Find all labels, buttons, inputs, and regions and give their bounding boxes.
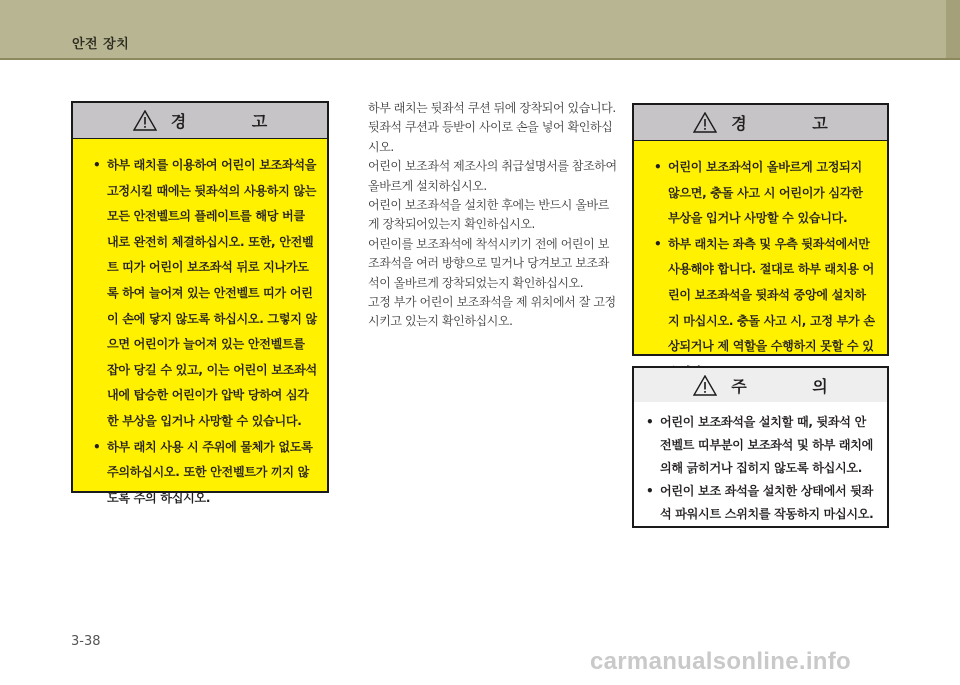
caution-box-header (634, 368, 887, 402)
warning-triangle-icon (133, 110, 157, 131)
warning-item-text: 어린이 보조좌석이 올바르게 고정되지 않으면, 충돌 사고 시 어린이가 심각한 부상을 입거나 사망할 수 있습니다. (668, 160, 863, 226)
caution-item-text: 어린이 보조좌석을 설치할 때, 뒷좌석 안전벨트 띠부분이 보조좌석 및 하부 래치에 의해 긁히거나 집히지 않도록 하십시오. (660, 415, 874, 475)
header-divider (0, 58, 960, 60)
page-number: 3-38 (71, 634, 101, 649)
body-text (368, 99, 618, 332)
list-item: • 어린이 보조 좌석을 설치한 상태에서 뒷좌석 파워시트 스위치를 작동하지 마십시오. (646, 484, 874, 521)
warning-box-left (71, 101, 329, 505)
warning-list (73, 139, 327, 511)
warning-list (634, 141, 887, 385)
list-item: • 하부 래치는 좌측 및 우측 뒷좌석에서만 사용해야 합니다. 절대로 하부 래치용 어린이 보조좌석을 뒷좌석 중앙에 설치하지 마십시오. 충돌 사고 시, 고정 부가 손상되거나 제 역할을 수행하지 못할 수 있 (654, 232, 877, 386)
section-title: 안전 장치 (72, 37, 130, 52)
body-paragraph: 어린이 보조좌석 제조사의 취급설명서를 참조하여 올바르게 설치하십시오. (368, 159, 617, 193)
list-item: • 하부 래치를 이용하여 어린이 보조좌석을 고정시킬 때에는 뒷좌석의 사용하지 않는 모든 안전벨트의 플레이트를 해당 버클 내로 완전히 체결하십시오. 또한, 안전벨트 띠가 어린이 보조좌석 뒤로 지나가도록 하여 늘어져 있는 안전벨트 띠가 어린이 손에 닿지 않도록 하십시오. 그렇지 않으면 어린이가 늘어져 있는 안전벨트를 잡아 당길 수 있고, 이는 어린이 보조좌석 내에 탑승한 어린이가 압박 당하여 심각한 부상을 입거나 사망할 수 있습니다. (93, 158, 317, 428)
warning-box-header (73, 103, 327, 139)
list-item: • 하부 래치 사용 시 주위에 물체가 없도록 주의하십시오. 또한 안전벨트가 끼지 않도록 주의 하십시오. (93, 439, 313, 505)
header-tab-marker (946, 0, 960, 58)
list-item: • 어린이 보조좌석이 올바르게 고정되지 않으면, 충돌 사고 시 어린이가 심각한 부상을 입거나 사망할 수 있습니다. (654, 160, 863, 226)
warning-title: 경 고 (731, 114, 858, 133)
caution-list (634, 402, 887, 526)
warning-title: 경 고 (170, 112, 298, 131)
warning-item-text: 하부 래치는 좌측 및 우측 뒷좌석에서만 사용해야 합니다. 절대로 하부 래치용 어린이 보조좌석을 뒷좌석 중앙에 설치하지 마십시오. 충돌 사고 시, 고정 부가 손상되거나 제 역할을 수행하지 못할 수 있 (668, 236, 875, 354)
warning-box-header (634, 105, 887, 141)
watermark: carmanualsonline.info (590, 648, 852, 675)
header-band (0, 0, 960, 58)
warning-triangle-icon (693, 375, 717, 396)
body-paragraph: 하부 래치는 뒷좌석 쿠션 뒤에 장착되어 있습니다. 뒷좌석 쿠션과 등받이 사이로 손을 넣어 확인하십시오. (368, 101, 616, 154)
warning-box-right (632, 103, 889, 356)
warning-item-text: 하부 래치를 이용하여 어린이 보조좌석을 고정시킬 때에는 뒷좌석의 사용하지 않는 모든 안전벨트의 플레이트를 해당 버클 내로 완전히 체결하십시오. 또한, 안전벨트 띠가 어린이 보조좌석 뒤로 지나가도록 하여 늘어져 있는 안전벨트 띠가 어린이 손에 닿지 않도록 하십시오. 그렇지 않으면 어린이가 늘어져 있는 안전벨트를 잡아 당길 수 있고, 이는 어린이 보조좌석 내에 탑승한 어린이가 압박 당하여 심각한 부상을 입거나 사망할 수 있습니다. (107, 158, 317, 428)
warning-item-text: 하부 래치 사용 시 주위에 물체가 없도록 주의하십시오. 또한 안전벨트가 끼지 않도록 주의 하십시오. (107, 439, 313, 505)
body-paragraph: 고정 부가 어린이 보조좌석을 제 위치에서 잘 고정시키고 있는지 확인하십시오. (368, 295, 616, 329)
body-paragraph: 어린이 보조좌석을 설치한 후에는 반드시 올바르게 장착되어있는지 확인하십시오. (368, 198, 609, 232)
caution-item-text: 어린이 보조 좌석을 설치한 상태에서 뒷좌석 파워시트 스위치를 작동하지 마십시오. (660, 484, 874, 521)
body-paragraph: 어린이를 보조좌석에 착석시키기 전에 어린이 보조좌석을 여러 방향으로 밀거나 당겨보고 보조좌석이 올바르게 장착되었는지 확인하십시오. (368, 236, 609, 290)
caution-box (632, 366, 889, 528)
warning-triangle-icon (693, 112, 717, 133)
list-item: • 어린이 보조좌석을 설치할 때, 뒷좌석 안전벨트 띠부분이 보조좌석 및 하부 래치에 의해 긁히거나 집히지 않도록 하십시오. (646, 415, 874, 475)
caution-title: 주 의 (731, 376, 858, 396)
